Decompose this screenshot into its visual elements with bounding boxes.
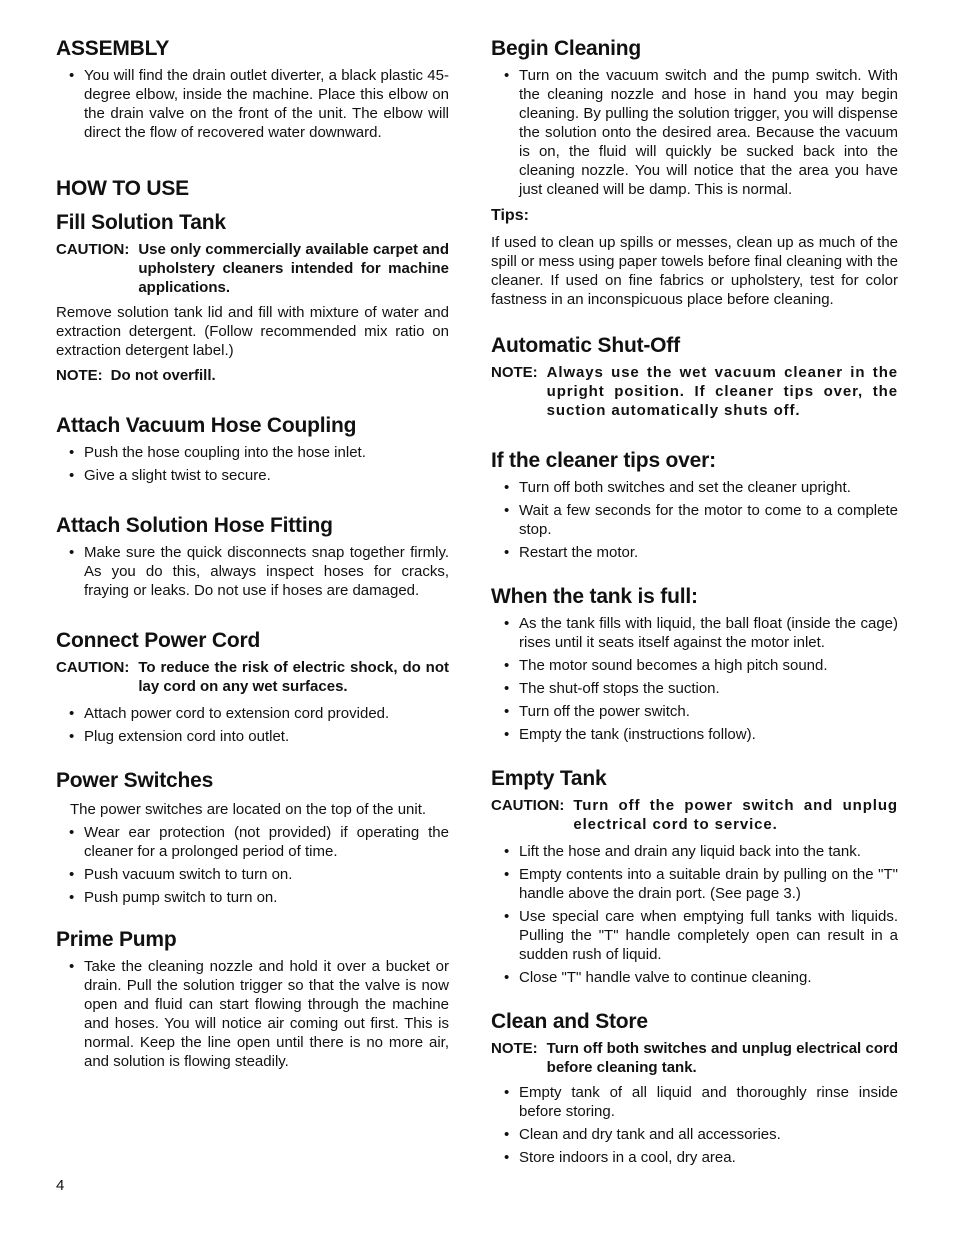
empty-tank-heading: Empty Tank — [491, 767, 607, 790]
list-item: • Empty contents into a suitable drain by pulling on the "T" handle above the drain port. (See page 3.) — [504, 866, 898, 902]
list-item: • Use special care when emptying full tanks with liquids. Pulling the "T" handle completely open can result in a sudden rush of liquid. — [504, 908, 898, 963]
list-item: • Turn off the power switch. — [504, 703, 690, 720]
list-item: • Turn off both switches and set the cleaner upright. — [504, 479, 851, 496]
list-item: • Clean and dry tank and all accessories. — [504, 1126, 781, 1143]
list-item: • Push pump switch to turn on. — [69, 889, 278, 906]
begin-cleaning-heading: Begin Cleaning — [491, 37, 642, 60]
automatic-shutoff-heading: Automatic Shut-Off — [491, 334, 680, 357]
clean-store-heading: Clean and Store — [491, 1010, 648, 1033]
overfill-note: NOTE: Do not overfill. — [56, 367, 216, 384]
caution-note: CAUTION: Turn off the power switch and unplug electrical cord to service. — [491, 797, 898, 833]
list-item: • Wait a few seconds for the motor to come to a complete stop. — [504, 502, 898, 538]
power-switches-heading: Power Switches — [56, 769, 214, 792]
list-item: • Push vacuum switch to turn on. — [69, 866, 293, 883]
list-item: • You will find the drain outlet diverter, a black plastic 45-degree elbow, inside the machine. Place this elbow on the drain valve on the front of the unit. The elbow will direct the flow of recovered water downward. — [69, 67, 449, 141]
list-item: • Close "T" handle valve to continue cleaning. — [504, 969, 812, 986]
list-item: • Make sure the quick disconnects snap together firmly. As you do this, always inspect hoses for cracks, fraying or leaks. Do not use if hoses are damaged. — [69, 544, 449, 599]
list-item: • Restart the motor. — [504, 544, 639, 561]
list-item: • Empty tank of all liquid and thoroughly rinse inside before storing. — [504, 1084, 898, 1120]
clean-store-note: NOTE: Turn off both switches and unplug electrical cord before cleaning tank. — [491, 1040, 898, 1076]
list-item: • Empty the tank (instructions follow). — [504, 726, 756, 743]
how-to-use-heading: HOW TO USE — [56, 177, 189, 200]
tank-full-heading: When the tank is full: — [491, 585, 698, 608]
fill-solution-tank-heading: Fill Solution Tank — [56, 211, 226, 234]
list-item: • Turn on the vacuum switch and the pump switch. With the cleaning nozzle and hose in hand you may begin cleaning. By pulling the solution trigger, you will dispense the solution onto the desired area. Because the vacuum is on, the fluid will quickly be sucked back into the cleaning nozzle. You will notice that the area you have just cleaned will be damp. This is normal. — [504, 67, 898, 198]
list-item: • Lift the hose and drain any liquid back into the tank. — [504, 843, 861, 860]
tips-over-list — [491, 478, 898, 562]
left-column — [56, 36, 449, 1071]
caution-note: CAUTION: To reduce the risk of electric shock, do not lay cord on any wet surfaces. — [56, 659, 449, 695]
list-item: • Attach power cord to extension cord provided. — [69, 705, 390, 722]
power-switches-list — [56, 823, 449, 907]
empty-tank-list — [491, 842, 898, 987]
assembly-heading: ASSEMBLY — [56, 37, 170, 60]
attach-vacuum-hose-heading: Attach Vacuum Hose Coupling — [56, 414, 357, 437]
caution-note: CAUTION: Use only commercially available carpet and upholstery cleaners intended for machine applications. — [56, 241, 449, 296]
list-item: • Take the cleaning nozzle and hold it over a bucket or drain. Pull the solution trigger so that the valve is now open and fluid can start flowing through the machine and hoses. You will notice air coming out first. This is normal. Keep the line open until there is no more air, and solution is flowing steadily. — [69, 958, 449, 1070]
begin-cleaning-list — [491, 66, 898, 199]
tank-full-list — [491, 614, 898, 744]
power-switches-intro: The power switches are located on the top of the unit. — [70, 801, 427, 818]
page-number: 4 — [56, 1177, 65, 1194]
list-item: • Wear ear protection (not provided) if operating the cleaner for a prolonged period of time. — [69, 824, 449, 860]
vacuum-hose-list — [56, 443, 449, 485]
list-item: • Plug extension cord into outlet. — [69, 728, 290, 745]
right-column — [491, 36, 898, 1167]
attach-solution-hose-heading: Attach Solution Hose Fitting — [56, 514, 333, 537]
power-cord-list — [56, 704, 449, 746]
list-item: • The motor sound becomes a high pitch sound. — [504, 657, 828, 674]
tips-text: If used to clean up spills or messes, clean up as much of the spill or mess using paper towels before final cleaning with the cleaner. If used on fine fabrics or upholstery, test for color fastness in an inconspicuous place before cleaning. — [491, 234, 898, 308]
prime-pump-heading: Prime Pump — [56, 928, 177, 951]
list-item: • Give a slight twist to secure. — [69, 467, 271, 484]
shutoff-note: NOTE: Always use the wet vacuum cleaner in the upright position. If cleaner tips over, the suction automatically shuts off. — [491, 364, 898, 419]
fill-instructions: Remove solution tank lid and fill with mixture of water and extraction detergent. (Follow recommended mix ratio on extraction detergent label.) — [56, 304, 449, 359]
list-item: • Store indoors in a cool, dry area. — [504, 1149, 736, 1166]
connect-power-cord-heading: Connect Power Cord — [56, 629, 261, 652]
clean-store-list — [491, 1083, 898, 1167]
list-item: • The shut-off stops the suction. — [504, 680, 720, 697]
tips-over-heading: If the cleaner tips over: — [491, 449, 716, 472]
assembly-list — [56, 66, 449, 142]
tips-heading: Tips: — [491, 207, 529, 224]
solution-hose-list — [56, 543, 449, 600]
prime-pump-list — [56, 957, 449, 1071]
list-item: • Push the hose coupling into the hose inlet. — [69, 444, 366, 461]
list-item: • As the tank fills with liquid, the ball float (inside the cage) rises until it seats itself against the motor inlet. — [504, 615, 898, 651]
